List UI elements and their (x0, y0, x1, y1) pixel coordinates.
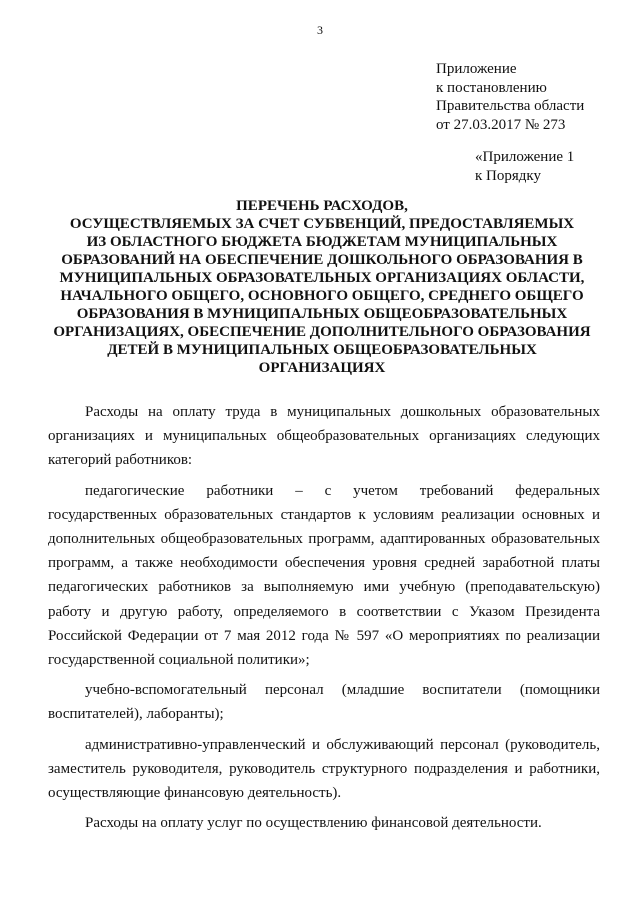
body-paragraph: административно-управленческий и обслуживающий персонал (руководитель, заместитель руководителя, руководитель структурного подразделения и работники, осуществляющие финансовую деятельность). (48, 736, 600, 802)
appendix-line: к постановлению (436, 79, 547, 96)
title-line: ОРГАНИЗАЦИЯХ (258, 360, 386, 376)
page-number: 3 (317, 23, 323, 37)
appendix-order-reference (475, 148, 574, 185)
body-paragraph: учебно-вспомогательный персонал (младшие воспитатели (помощники воспитателей), лаборанты); (48, 682, 600, 723)
body-paragraph: педагогические работники – с учетом требований федеральных государственных образовательных стандартов к условиям реализации основных и дополнительных общеобразовательных программ, адаптированных образовательных программ, а также необходимости обеспечения уровня средней заработной платы педагогических работников за выполняемую ими учебную (преподавательскую) работу и другую работу, определяемого в соответствии с Указом Президента Российской Федерации от 7 мая 2012 года № 597 «О мероприятиях по реализации государственной социальной политики»; (48, 482, 600, 669)
title-line: ОБРАЗОВАНИЯ В МУНИЦИПАЛЬНЫХ ОБЩЕОБРАЗОВАТЕЛЬНЫХ (76, 306, 568, 322)
appendix-order-line: к Порядку (475, 167, 541, 184)
title-line: ПЕРЕЧЕНЬ РАСХОДОВ, (236, 198, 408, 214)
title-line: ОБРАЗОВАНИЙ НА ОБЕСПЕЧЕНИЕ ДОШКОЛЬНОГО ОБРАЗОВАНИЯ В (61, 252, 583, 268)
appendix-reference (436, 60, 584, 134)
title-line: ОРГАНИЗАЦИЯХ, ОБЕСПЕЧЕНИЕ ДОПОЛНИТЕЛЬНОГО ОБРАЗОВАНИЯ (53, 324, 591, 340)
title-line: МУНИЦИПАЛЬНЫХ ОБРАЗОВАТЕЛЬНЫХ ОРГАНИЗАЦИЯХ ОБЛАСТИ, (59, 270, 585, 286)
body-paragraph: Расходы на оплату труда в муниципальных дошкольных образовательных организациях и муниципальных общеобразовательных организациях следующих категорий работников: (48, 404, 600, 469)
appendix-line: от 27.03.2017 № 273 (436, 116, 566, 133)
title-line: ОСУЩЕСТВЛЯЕМЫХ ЗА СЧЕТ СУБВЕНЦИЙ, ПРЕДОСТАВЛЯЕМЫХ (69, 216, 575, 232)
title-line: ИЗ ОБЛАСТНОГО БЮДЖЕТА БЮДЖЕТАМ МУНИЦИПАЛЬНЫХ (86, 234, 558, 250)
body-paragraph: Расходы на оплату услуг по осуществлению финансовой деятельности. (85, 815, 542, 832)
appendix-line: Правительства области (436, 98, 585, 114)
title-line: ДЕТЕЙ В МУНИЦИПАЛЬНЫХ ОБЩЕОБРАЗОВАТЕЛЬНЫХ (107, 342, 537, 358)
appendix-line: Приложение (436, 61, 517, 77)
document-body (48, 400, 600, 835)
appendix-order-line: «Приложение 1 (475, 149, 575, 165)
title-line: НАЧАЛЬНОГО ОБЩЕГО, ОСНОВНОГО ОБЩЕГО, СРЕДНЕГО ОБЩЕГО (60, 288, 584, 304)
document-title (44, 197, 600, 377)
